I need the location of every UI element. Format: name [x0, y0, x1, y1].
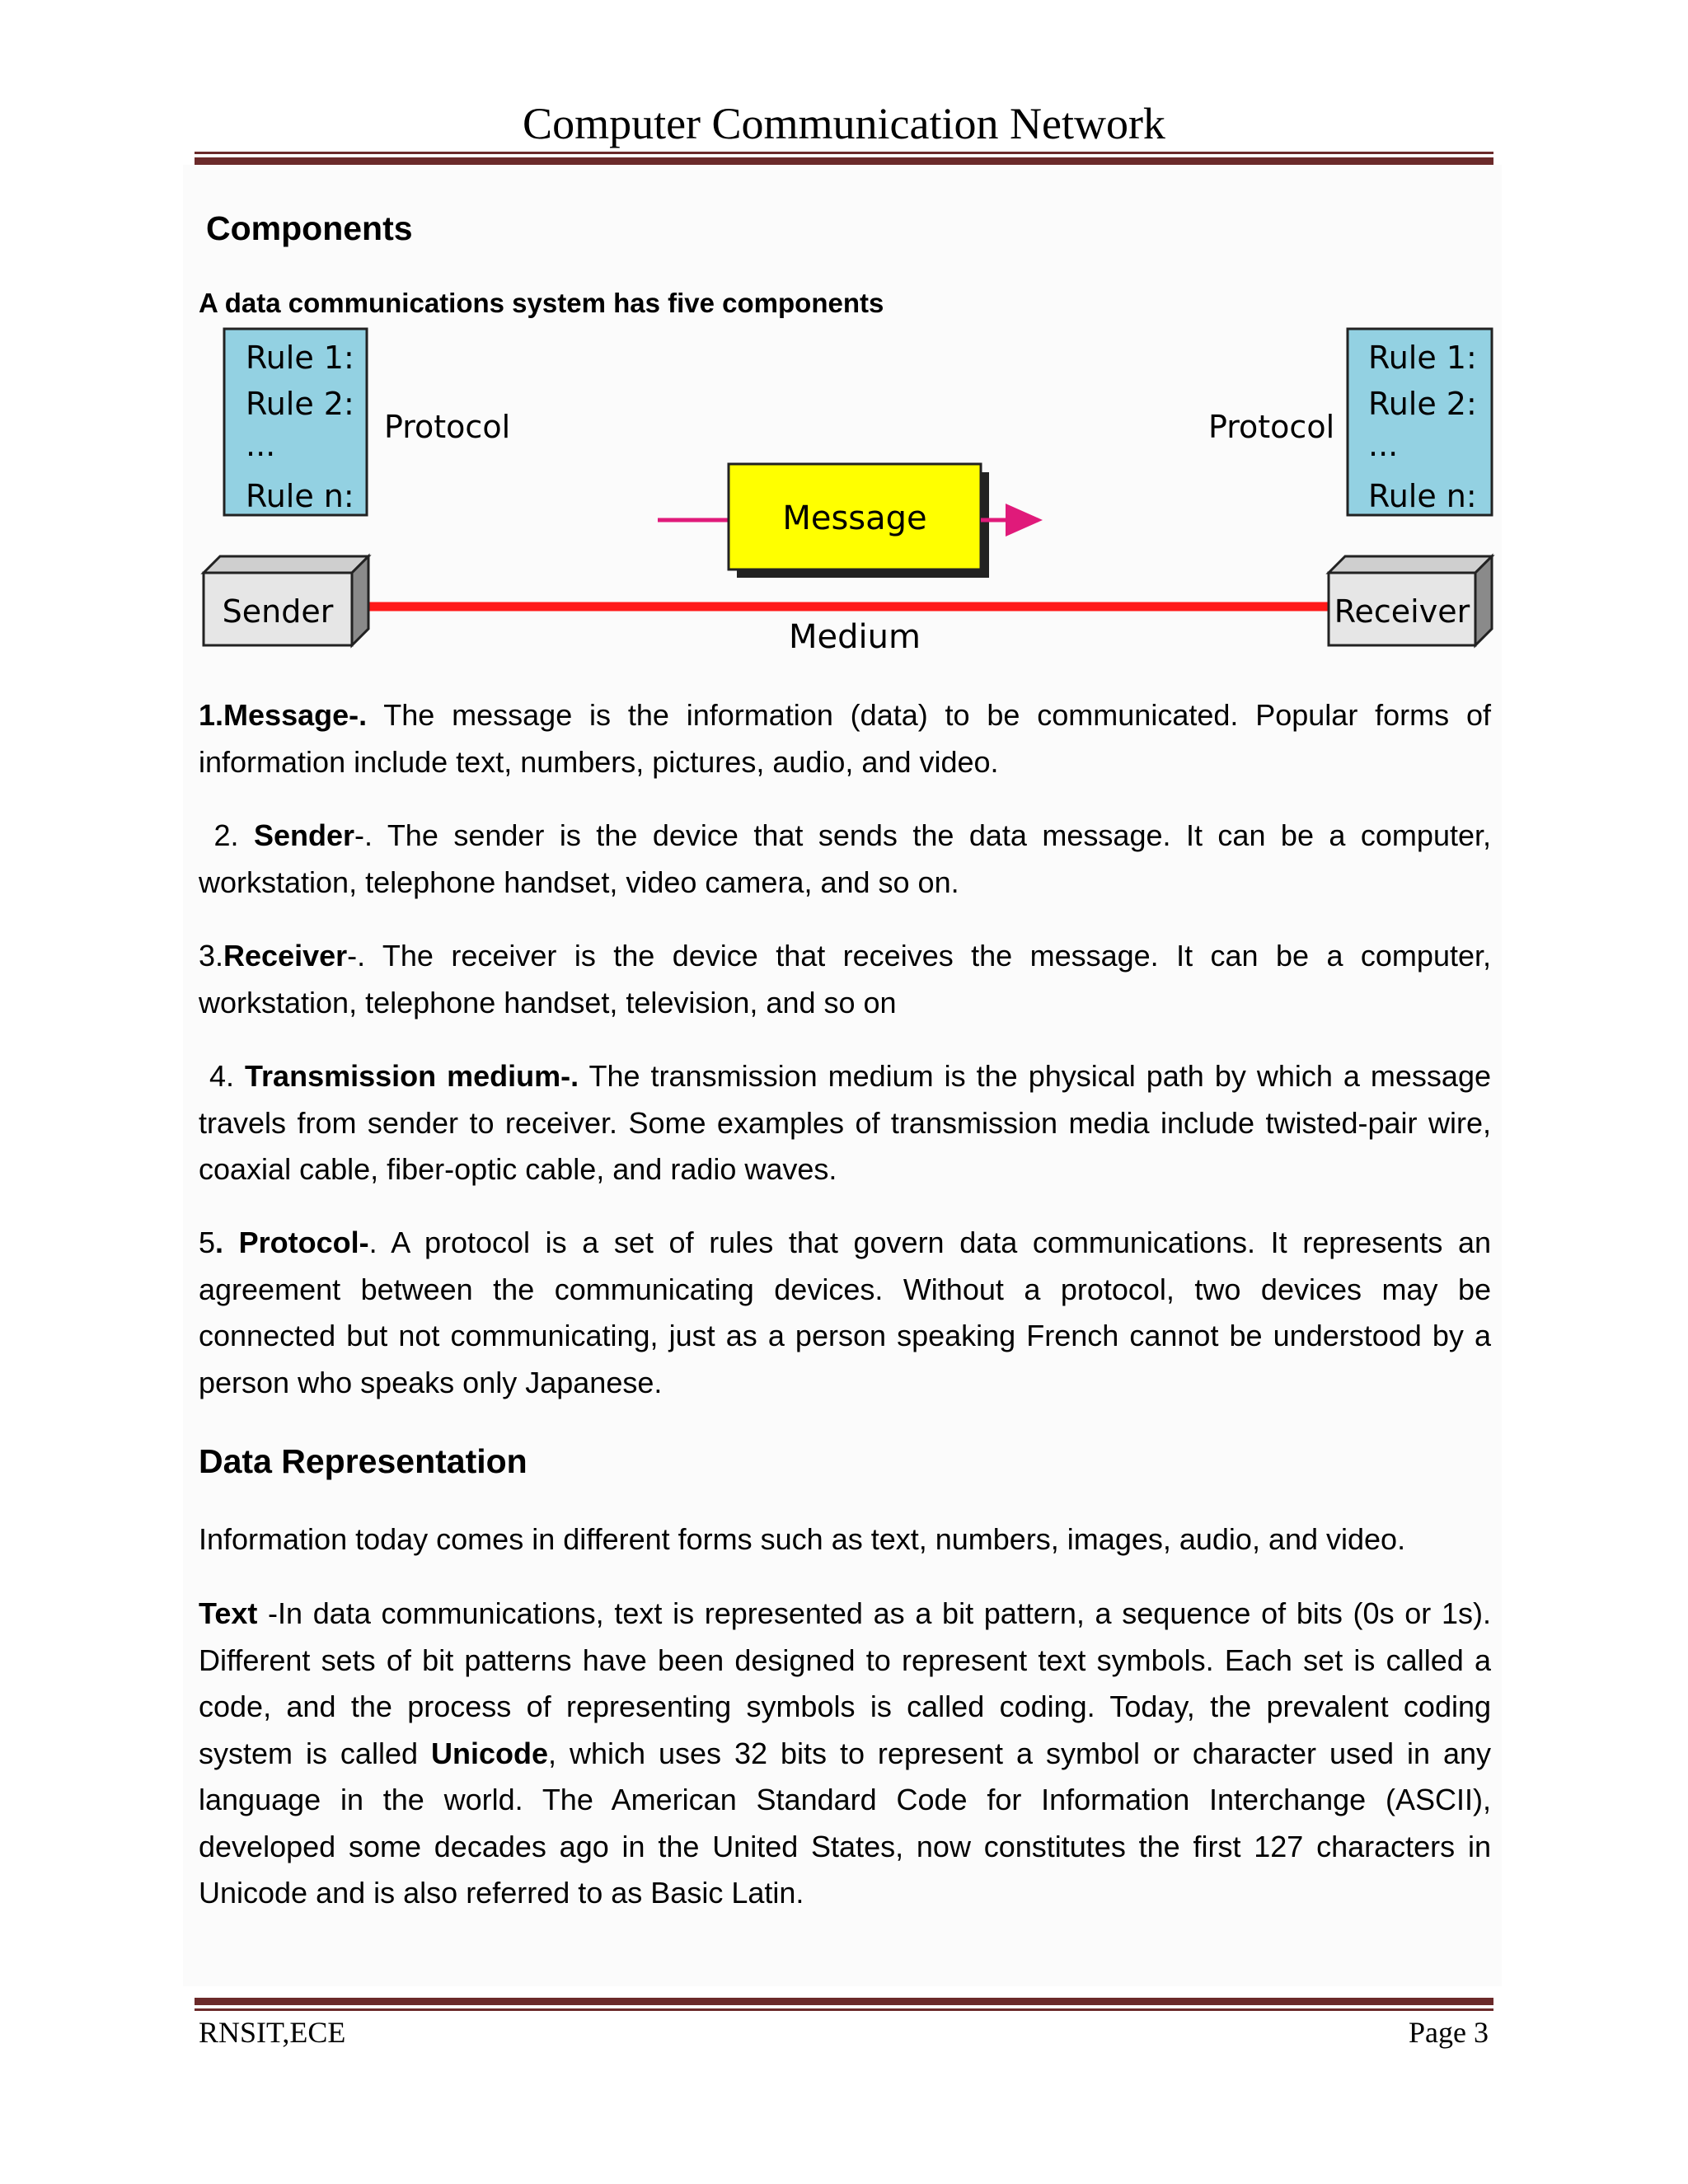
message-label: Message [782, 499, 927, 537]
left-rule-n: Rule n: [246, 478, 354, 514]
left-rule-2: Rule 2: [246, 386, 354, 422]
page-header-title: Computer Communication Network [523, 99, 1165, 148]
medium-label: Medium [789, 618, 921, 656]
sender-label: Sender [222, 593, 334, 630]
data-representation-intro: Information today comes in different forms such as text, numbers, images, audio, and video. [199, 1522, 1406, 1556]
item-protocol: 5. Protocol-. A protocol is a set of rules that govern data communications. It represents an agreement between the communicating devices. Without a protocol, two devices may be connected but not communicating, just as a person speaking French cannot be understood by a person who speaks only Japanese. [199, 1226, 1491, 1399]
footer-left-text: RNSIT,ECE [199, 2016, 346, 2049]
components-subtitle: A data communications system has five components [199, 288, 884, 318]
header-rule-thin [195, 152, 1493, 154]
right-rule-1: Rule 1: [1368, 340, 1477, 376]
left-rule-1: Rule 1: [246, 340, 354, 376]
right-rule-2: Rule 2: [1368, 386, 1477, 422]
components-heading: Components [206, 209, 413, 247]
protocol-label-left: Protocol [384, 409, 511, 445]
item-transmission-medium: 4. Transmission medium-. The transmission medium is the physical path by which a message travels from sender to receiver. Some examples of transmission media include twisted-pair wire, coaxial cable, fiber-optic cable, and radio waves. [199, 1059, 1491, 1186]
left-rule-ellipsis: ... [246, 427, 276, 463]
footer-rule-thick [195, 1998, 1493, 2005]
footer-rule-thin [195, 2008, 1493, 2011]
data-representation-heading: Data Representation [199, 1442, 528, 1480]
text-representation-paragraph: Text -In data communications, text is represented as a bit pattern, a sequence of bits (0s or 1s). Different sets of bit patterns have been designed to represent text symbols. Each set is called a code, and the process of representing symbols is called coding. Today, the prevalent coding system is called Unicode, which uses 32 bits to represent a symbol or character used in any language in the world. The American Standard Code for Information Interchange (ASCII), developed some decades ago in the United States, now constitutes the first 127 characters in Unicode and is also referred to as Basic Latin. [199, 1596, 1491, 1910]
communication-components-diagram [190, 317, 1508, 672]
item-receiver: 3.Receiver-. The receiver is the device that receives the message. It can be a computer, workstation, telephone handset, television, and so on [199, 939, 1491, 1019]
footer-page-number: Page 3 [1409, 2016, 1489, 2049]
right-rule-n: Rule n: [1368, 478, 1477, 514]
item-message: 1.Message-. The message is the information (data) to be communicated. Popular forms of information include text, numbers, pictures, audio, and video. [199, 698, 1491, 779]
protocol-label-right: Protocol [1208, 409, 1335, 445]
receiver-label: Receiver [1334, 593, 1470, 630]
header-rule-thick [195, 157, 1493, 165]
item-sender: 2. Sender-. The sender is the device that sends the data message. It can be a computer, workstation, telephone handset, video camera, and so on. [199, 818, 1491, 899]
right-rule-ellipsis: ... [1368, 427, 1399, 463]
receiver-device [1329, 556, 1492, 645]
sender-device [204, 556, 368, 645]
